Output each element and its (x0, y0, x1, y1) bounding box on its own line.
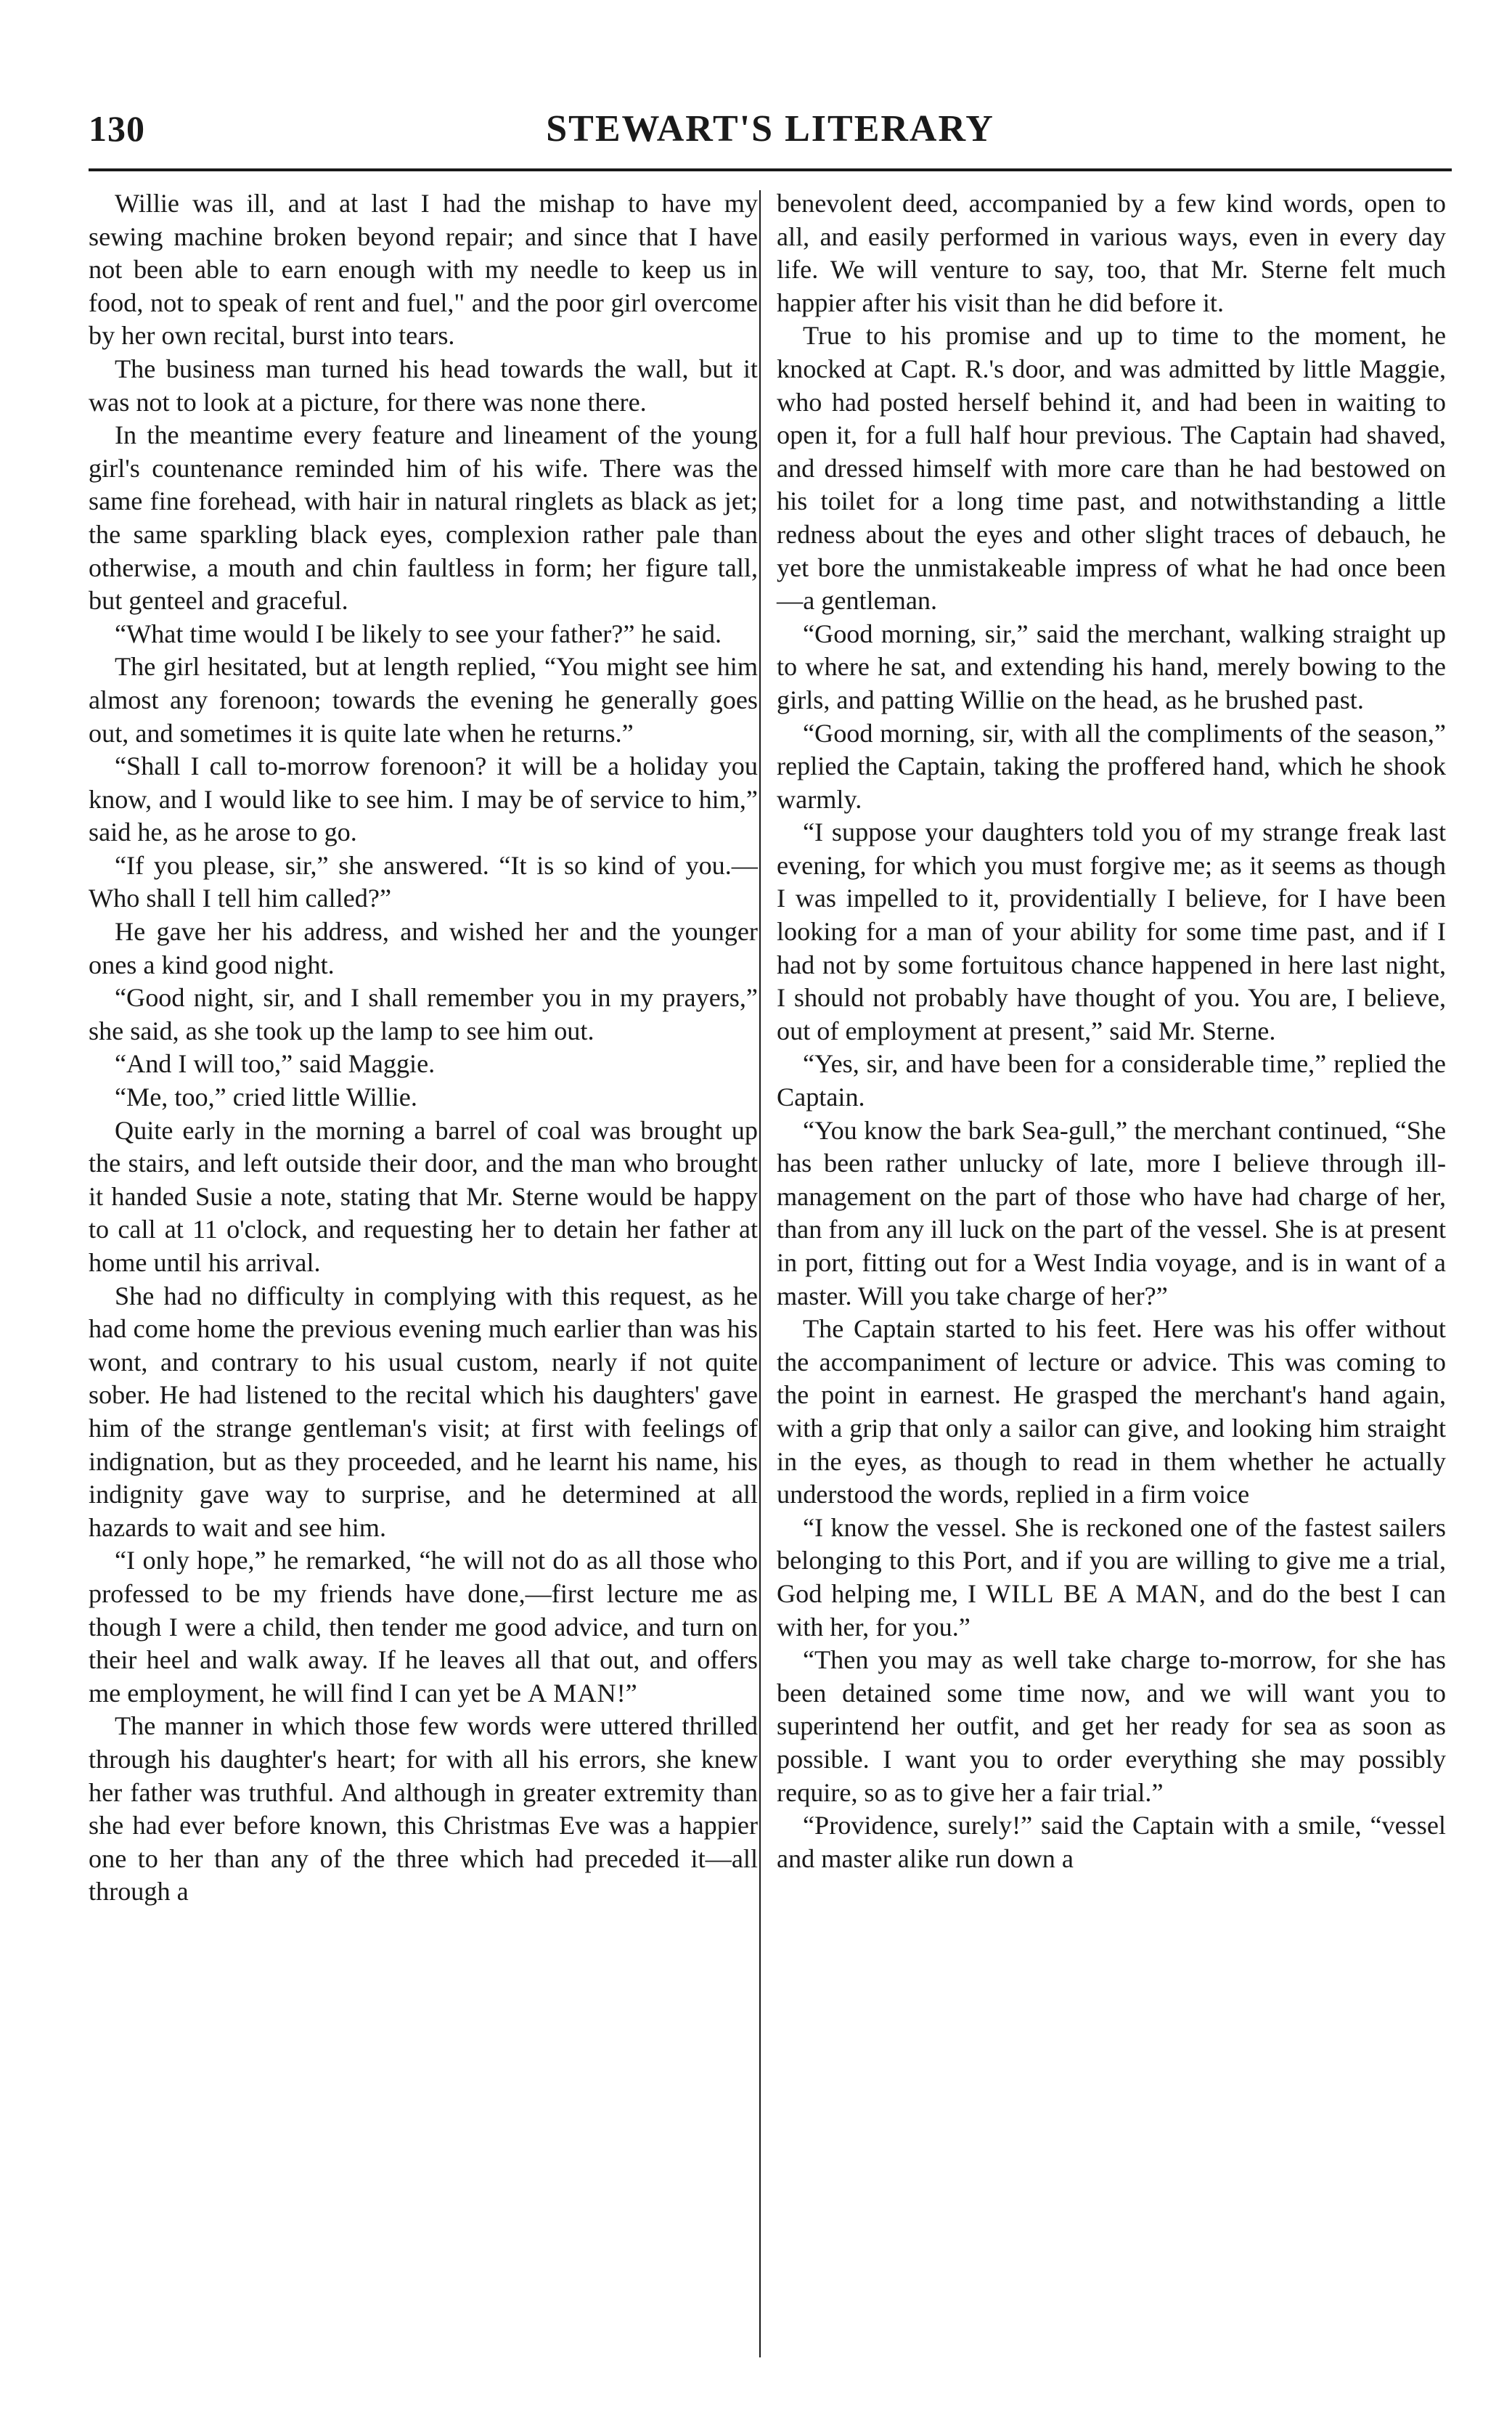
paragraph (89, 849, 758, 916)
left-column (89, 187, 758, 1909)
paragraph-text: The business man turned his head towards the wall, but it was not to look at a picture, for there was none there. (89, 354, 758, 417)
paragraph (777, 1048, 1446, 1114)
paragraph-text: He gave her his address, and wished her and the younger ones a kind good night. (89, 917, 758, 979)
paragraph (777, 319, 1446, 617)
paragraph-text: “Yes, sir, and have been for a considerable time,” replied the Captain. (777, 1049, 1446, 1112)
paragraph-text: Willie was ill, and at last I had the mishap to have my sewing machine broken beyond repair; and since that I have not been able to earn enough with my needle to keep us in food, not to speak of rent and fuel," and the poor girl overcome by her own recital, burst into tears. (89, 189, 758, 351)
paragraph (89, 1048, 758, 1081)
right-column (777, 187, 1446, 1875)
paragraph-text-tail: , and do the best I can with her, for you.” (777, 1578, 1446, 1642)
small-caps-emphasis: A MAN (527, 1678, 617, 1708)
page-number: 130 (89, 108, 145, 149)
paragraph-text: The manner in which those few words were uttered thrilled through his daughter's heart; for with all his errors, she knew her father was truthful. And although in greater extremity than she had ever before known, this Christmas Eve was a happier one to her than any of the three which had preceded it—all through a (89, 1711, 758, 1907)
paragraph (89, 916, 758, 982)
paragraph-text: “And I will too,” said Maggie. (115, 1049, 436, 1079)
paragraph (89, 982, 758, 1048)
paragraph (89, 187, 758, 353)
paragraph (777, 618, 1446, 717)
paragraph-text: “I suppose your daughters told you of my strange freak last evening, for which you must forgive me; as it seems as though I was impelled to it, providentially I believe, for I have been looking for a man of your ability for some time past, and if I had not by some fortuitous chance happened in here last night, I should not probably have thought of you. You are, I believe, out of employment at present,” said Mr. Sterne. (777, 818, 1446, 1045)
column-divider (759, 190, 761, 2357)
paragraph (777, 717, 1446, 817)
paragraph (89, 1114, 758, 1280)
paragraph-text: “Then you may as well take charge to-morrow, for she has been detained some time now, and we will want you to superintend her outfit, and get her ready for sea as soon as possible. I want you to order everything she may possibly require, so as to give her a fair trial.” (777, 1645, 1446, 1807)
paragraph-text: “I only hope,” he remarked, “he will not do as all those who professed to be my friends have done,—first lecture me as though I were a child, then tender me good advice, and turn on their heel and walk away. If he leaves all that out, and offers me employment, he will find I can yet be (89, 1546, 758, 1708)
paragraph (89, 1081, 758, 1114)
paragraph-text: The Captain started to his feet. Here was his offer without the accompaniment of lecture or advice. This was coming to the point in earnest. He grasped the merchant's hand again, with a grip that only a sailor can give, and looking him straight in the eyes, as though to read in them whether he actually understood the words, replied in a firm voice (777, 1314, 1446, 1509)
paragraph (777, 1512, 1446, 1644)
paragraph (777, 1114, 1446, 1313)
paragraph-text: True to his promise and up to time to the moment, he knocked at Capt. R.'s door, and was admitted by little Maggie, who had posted herself behind it, and had been in waiting to open it, for a full half hour previous. The Captain had shaved, and dressed himself with more care than he had bestowed on his toilet for a long time past, and notwithstanding a little redness about the eyes and other slight traces of debauch, he yet bore the unmistakeable impress of what he had once been—a gentleman. (777, 321, 1446, 616)
paragraph-text: “I know the vessel. She is reckoned one of the fastest sailers belonging to this Port, and if you are willing to give me a trial, God helping me, I (777, 1512, 1446, 1608)
paragraph-text: “Shall I call to-morrow forenoon? it will be a holiday you know, and I would like to see him. I may be of service to him,” said he, as he arose to go. (89, 751, 758, 847)
paragraph (777, 187, 1446, 319)
paragraph (89, 618, 758, 651)
paragraph-text: “Good night, sir, and I shall remember you in my prayers,” she said, as she took up the lamp to see him out. (89, 983, 758, 1045)
paragraph-text: “Providence, surely!” said the Captain with a smile, “vessel and master alike run down a (777, 1811, 1446, 1873)
paragraph (777, 1809, 1446, 1875)
paragraph-text: “Good morning, sir,” said the merchant, walking straight up to where he sat, and extending his hand, merely bowing to the girls, and patting Willie on the head, as he brushed past. (777, 619, 1446, 714)
paragraph-text-tail: !” (616, 1678, 637, 1708)
paragraph (777, 1644, 1446, 1809)
paragraph (89, 750, 758, 849)
paragraph (89, 1544, 758, 1710)
paragraph-text: “What time would I be likely to see your father?” he said. (115, 619, 722, 648)
paragraph (89, 1280, 758, 1545)
paragraph-text: benevolent deed, accompanied by a few kind words, open to all, and easily performed in various ways, even in every day life. We will venture to say, too, that Mr. Sterne felt much happier after his visit than he did before it. (777, 189, 1446, 317)
running-title: STEWART'S LITERARY (546, 108, 994, 150)
paragraph (89, 1710, 758, 1909)
paragraph-text: In the meantime every feature and lineament of the young girl's countenance reminded him of his wife. There was the same fine forehead, with hair in natural ringlets as black as jet; the same sparkling black eyes, complexion rather pale than otherwise, a mouth and chin faultless in form; her figure tall, but genteel and graceful. (89, 420, 758, 616)
header-rule (89, 168, 1452, 171)
paragraph (777, 816, 1446, 1048)
paragraph-text: “You know the bark Sea-gull,” the merchant continued, “She has been rather unlucky of late, more I believe through ill-management on the part of those who have had charge of her, than from any ill luck on the part of the vessel. She is at present in port, fitting out for a West India voyage, and is in want of a master. Will you take charge of her?” (777, 1115, 1446, 1310)
paragraph (777, 1313, 1446, 1512)
paragraph-text: “Good morning, sir, with all the compliments of the season,” replied the Captain, taking the proffered hand, which he shook warmly. (777, 718, 1446, 814)
paragraph (89, 353, 758, 419)
page-header (89, 107, 1452, 158)
small-caps-emphasis: WILL BE A MAN (986, 1578, 1199, 1608)
paragraph-text: She had no difficulty in complying with this request, as he had come home the previous evening much earlier than was his wont, and contrary to his usual custom, nearly if not quite sober. He had listened to the recital which his daughters' gave him of the strange gentleman's visit; at first with feelings of indignation, but as they proceeded, and he learnt his name, his indignity gave way to surprise, and he determined at all hazards to wait and see him. (89, 1281, 758, 1542)
paragraph-text: Quite early in the morning a barrel of coal was brought up the stairs, and left outside their door, and the man who brought it handed Susie a note, stating that Mr. Sterne would be happy to call at 11 o'clock, and requesting her to detain her father at home until his arrival. (89, 1115, 758, 1277)
paragraph-text: “Me, too,” cried little Willie. (115, 1083, 417, 1112)
paragraph (89, 651, 758, 750)
paragraph-text: The girl hesitated, but at length replied, “You might see him almost any forenoon; towards the evening he generally goes out, and sometimes it is quite late when he returns.” (89, 652, 758, 748)
paragraph-text: “If you please, sir,” she answered. “It is so kind of you.—Who shall I tell him called?” (89, 850, 758, 913)
paragraph (89, 419, 758, 618)
